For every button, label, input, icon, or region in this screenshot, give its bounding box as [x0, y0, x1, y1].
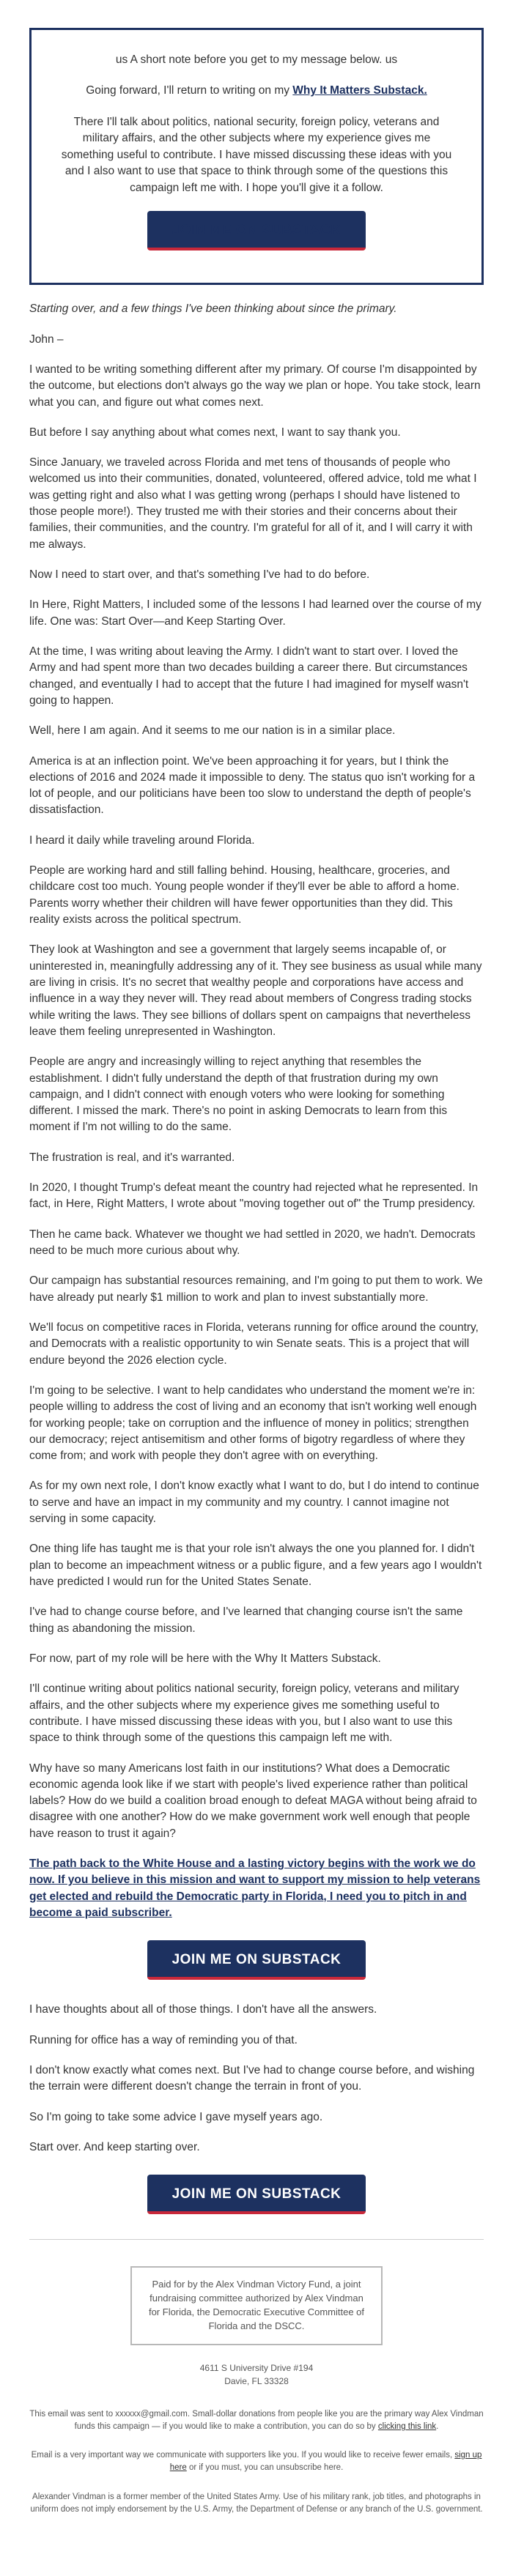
letter-paragraph: I don't know exactly what comes next. But I've had to change course before, and wishing the terrain were different doesn't change the terrain in front of you. — [29, 2063, 475, 2093]
donate-link[interactable]: clicking this link — [377, 2421, 437, 2431]
letter-paragraph: In 2020, I thought Trump's defeat meant the country had rejected what he represented. In fact, in Here, Right Matters, I wrote about "moving together out of" the Trump presidency. — [29, 1181, 479, 1211]
letter-paragraph: I have thoughts about all of those things. I don't have all the answers. — [29, 2003, 377, 2016]
letter — [29, 301, 484, 2214]
letter-paragraph: So I'm going to take some advice I gave myself years ago. — [29, 2110, 323, 2123]
mailing-address — [29, 2361, 484, 2388]
letter-paragraph: But before I say anything about what comes next, I want to say thank you. — [29, 426, 401, 439]
comm-note-text: Email is a very important way we communicate with supporters like you. If you would like to receive fewer emails, — [31, 2451, 455, 2460]
letter-paragraph: We'll focus on competitive races in Florida, veterans running for office around the country, and Democrats with a realistic opportunity to win Senate seats. This is a project that will endure beyond the 2026 election cycle. — [29, 1321, 479, 1367]
paid-for-box: Paid for by the Alex Vindman Victory Fund, a joint fundraising committee authorized by Alex Vindman for Florida, the Democratic Executive Committee of Florida and the DSCC. — [130, 2266, 383, 2345]
substack-link[interactable]: Why It Matters Substack. — [292, 84, 427, 97]
disclaimer: Alexander Vindman is a former member of the United States Army. Use of his military rank, job titles, and photographs in uniform does not imply endorsement by the U.S. Army, the Department of Defense or any branch of the U.S. government. — [30, 2492, 483, 2514]
email-note-text: This email was sent to xxxxxx@gmail.com. Small-dollar donations from people like you are the primary way Alex Vindman funds this campaign — if you would like to make a contribution, you can do so by — [29, 2409, 484, 2431]
letter-paragraph: Since January, we traveled across Florida and met tens of thousands of people who welcomed us into their communities, donated, volunteered, offered advice, told me what I was getting right and also what I was getting wrong (perhaps I should have listened to those people more!). They trusted me with their stories and their concerns about their families, their communities, and the country. I'm grateful for all of it, and I will carry it with me always. — [29, 456, 477, 551]
comm-note-end: or if you must, you can unsubscribe here. — [186, 2463, 344, 2473]
letter-paragraph: I'm going to be selective. I want to help candidates who understand the moment we're in: people willing to address the cost of living and an economy that isn't working well enough for working people; take on corruption and the influence of money in politics; strengthen our democracy; reject antisemitism and other forms of bigotry regardless of where they come from; and work with people they don't agree with on everything. — [29, 1384, 477, 1463]
letter-paragraph: People are working hard and still falling behind. Housing, healthcare, groceries, and childcare cost too much. Young people wonder if they'll ever be able to afford a home. Parents worry whether their children will have fewer opportunities than they did. This reality exists across the political spectrum. — [29, 864, 460, 927]
letter-paragraph: Then he came back. Whatever we thought we had settled in 2020, we hadn't. Democrats need to be much more curious about why. — [29, 1228, 476, 1258]
letter-paragraph: Start over. And keep starting over. — [29, 2140, 200, 2153]
salutation: John – — [29, 333, 64, 346]
cta-paragraph — [29, 1856, 484, 1921]
letter-paragraph: They look at Washington and see a government that largely seems incapable of, or uninterested in, meaningfully addressing any of it. They see business as usual while many are living in crisis. It's no secret that wealthy people and corporations have access and influence in a way they never will. They read about members of Congress trading stocks while writing the laws. They see billions of dollars spent on campaigns that nevertheless leave them feeling unrepresented in Washington. — [29, 943, 482, 1038]
button-row-2 — [29, 1940, 484, 1980]
letter-paragraph: America is at an inflection point. We've been approaching it for years, but I think the elections of 2016 and 2024 made it impossible to deny. The status quo isn't working for a lot of people, and our politicians have been too slow to understand the depth of people's dissatisfaction. — [29, 754, 476, 817]
letter-paragraph: I'll continue writing about politics national security, foreign policy, veterans and military affairs, and the other subjects where my experience gives me something useful to contribute. I have missed discussing these ideas with you, but I also want to use this space to think through some of the questions this campaign left me with. — [29, 1682, 460, 1745]
letter-paragraph: One thing life has taught me is that your role isn't always the one you planned for. I didn't plan to become an impeachment witness or a public figure, and a few years ago I wouldn't have predicted I would run for the United States Senate. — [29, 1543, 482, 1589]
letter-paragraph: At the time, I was writing about leaving the Army. I didn't want to start over. I loved the Army and had spent more than two decades building a career there. But circumstances changed, and eventually I had to accept that the future I had imagined for myself wasn't going to happen. — [29, 645, 469, 707]
letter-paragraph: The frustration is real, and it's warranted. — [29, 1151, 235, 1164]
substack-notice-box — [29, 28, 484, 285]
letter-paragraph: Now I need to start over, and that's something I've had to do before. — [29, 568, 370, 582]
letter-paragraph: I heard it daily while traveling around Florida. — [29, 834, 255, 847]
sign-up-link[interactable]: sign up here — [169, 2451, 482, 2473]
letter-paragraph: I've had to change course before, and I've learned that changing course isn't the same thing as abandoning the mission. — [29, 1606, 463, 1635]
letter-paragraph: Our campaign has substantial resources remaining, and I'm going to put them to work. We have already put nearly $1 million to work and plan to invest substantially more. — [29, 1274, 483, 1304]
forward-line — [58, 83, 455, 99]
letter-intro: Starting over, and a few things I've been thinking about since the primary. — [29, 302, 397, 316]
letter-paragraph: Why have so many Americans lost faith in our institutions? What does a Democratic economic agenda look like if we start with people's lived experience rather than political labels? How do we build a coalition broad enough to defeat MAGA without being afraid to disagree with one another? How do we make government work well enough that people have reason to trust it again? — [29, 1762, 477, 1840]
cta-link[interactable]: The path back to the White House and a lasting victory begins with the work we do now. If you believe in this mission and want to support my mission to help veterans get elected and rebuild the Democratic party in Florida, I need you to pitch in and become a paid subscriber. — [29, 1857, 481, 1920]
letter-paragraph: As for my own next role, I don't know exactly what I want to do, but I do intend to continue to serve and have an impact in my community and my country. I cannot imagine not serving in some capacity. — [29, 1480, 479, 1526]
letter-paragraph: In Here, Right Matters, I included some of the lessons I had learned over the course of my life. One was: Start Over—and Keep Starting Over. — [29, 598, 481, 628]
join-substack-button-middle[interactable]: JOIN ME ON SUBSTACK — [147, 1940, 366, 1980]
closing-paragraphs — [29, 2002, 484, 2156]
join-substack-button-bottom[interactable]: JOIN ME ON SUBSTACK — [147, 2175, 366, 2214]
button-row-3 — [29, 2175, 484, 2214]
footer — [29, 2240, 484, 2547]
letter-paragraphs — [29, 362, 484, 1842]
forward-text: Going forward, I'll return to writing on my — [86, 84, 293, 97]
letter-paragraph: Well, here I am again. And it seems to me our nation is in a similar place. — [29, 724, 396, 738]
letter-paragraph: I wanted to be writing something different after my primary. Of course I'm disappointed by the outcome, but elections don't always go the way we plan or hope. You take stock, learn what you can, and figure out what comes next. — [29, 363, 481, 409]
email-note — [29, 2408, 484, 2434]
email-body — [29, 28, 484, 2547]
address-line-2: Davie, FL 33328 — [224, 2375, 289, 2386]
letter-paragraph: People are angry and increasingly willing to reject anything that resembles the establishment. I didn't fully understand the depth of that frustration during my own campaign, and I didn't connect with enough voters who were looking for something different. I missed the mark. There's no point in asking Democrats to learn from this moment if I'm not willing to do the same. — [29, 1055, 448, 1134]
communication-note — [29, 2449, 484, 2475]
email-note-end: . — [436, 2421, 439, 2431]
letter-paragraph: Running for office has a way of reminding you of that. — [29, 2033, 298, 2046]
join-substack-button-top[interactable]: JOIN ME ON SUBSTACK — [147, 211, 366, 250]
talk-paragraph: There I'll talk about politics, national security, foreign policy, veterans and military affairs, and the other subjects where my experience gives me something useful to contribute. I have missed discussing these ideas with you and I also want to use that space to think through some of the questions this campaign left me with. I hope you'll give it a follow. — [61, 115, 452, 194]
address-line-1: 4611 S University Drive #194 — [199, 2362, 314, 2373]
letter-paragraph: For now, part of my role will be here with the Why It Matters Substack. — [29, 1652, 381, 1665]
note-line: us A short note before you get to my message below. us — [115, 53, 398, 66]
